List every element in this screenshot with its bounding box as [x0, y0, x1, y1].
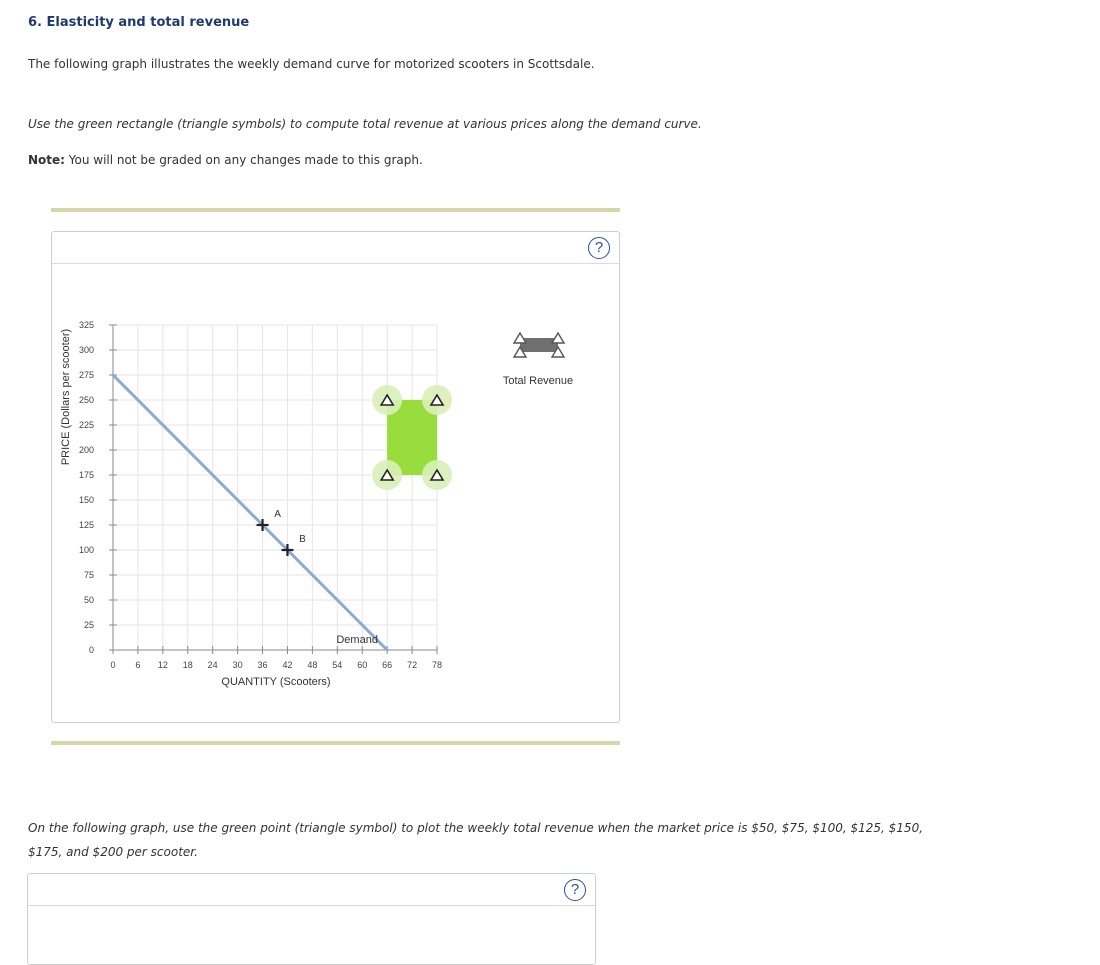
graph-instruction: Use the green rectangle (triangle symbols) to compute total revenue at various prices along the demand curve.	[28, 117, 702, 131]
y-tick-label: 50	[83, 595, 94, 605]
demand-curve-label: Demand	[336, 634, 378, 646]
x-tick-label: 12	[157, 660, 168, 670]
y-tick-label: 125	[78, 520, 94, 530]
panel-header-2	[28, 874, 595, 906]
demand-point-a	[257, 509, 282, 531]
note-text: You will not be graded on any changes made to this graph.	[64, 153, 423, 167]
x-tick-label: 24	[207, 660, 218, 670]
x-tick-label: 78	[431, 660, 443, 670]
y-tick-label: 275	[78, 370, 94, 380]
x-tick-label: 60	[357, 660, 368, 670]
demand-curve	[113, 375, 387, 650]
bottom-divider	[51, 741, 620, 745]
x-axis-label: QUANTITY (Scooters)	[221, 676, 331, 688]
y-tick-label: 25	[83, 620, 94, 630]
y-tick-label: 325	[78, 320, 94, 330]
x-tick-label: 54	[332, 660, 343, 670]
demand-point-b	[281, 534, 306, 556]
top-divider	[51, 208, 620, 212]
point-label: B	[299, 534, 306, 545]
demand-graph-panel	[51, 231, 620, 723]
x-tick-label: 6	[135, 660, 141, 670]
y-tick-label: 250	[78, 395, 94, 405]
point-label: A	[274, 509, 281, 520]
y-axis-label: PRICE (Dollars per scooter)	[60, 328, 72, 466]
second-graph-instruction: On the following graph, use the green point (triangle symbol) to plot the weekly total revenue when the market price is $50, $75, $100, $125, $150, $175, and $200 per scooter.	[28, 821, 924, 859]
demand-graph-svg	[52, 232, 619, 722]
y-tick-label: 175	[78, 470, 94, 480]
x-tick-label: 36	[257, 660, 268, 670]
y-tick-label: 225	[78, 420, 94, 430]
y-tick-label: 300	[78, 345, 94, 355]
question-intro: The following graph illustrates the weekly demand curve for motorized scooters in Scottsdale.	[28, 57, 595, 71]
x-tick-label: 30	[232, 660, 243, 670]
legend[interactable]	[503, 333, 573, 387]
legend-label: Total Revenue	[502, 375, 574, 387]
y-tick-label: 75	[83, 570, 94, 580]
y-tick-label: 0	[88, 645, 94, 655]
x-tick-label: 66	[382, 660, 393, 670]
x-tick-label: 48	[307, 660, 318, 670]
x-tick-label: 42	[282, 660, 293, 670]
question-title: 6. Elasticity and total revenue	[28, 15, 250, 30]
total-revenue-graph-panel	[27, 873, 596, 965]
help-button-2[interactable]	[564, 879, 586, 901]
legend-rectangle-swatch[interactable]	[520, 338, 558, 352]
help-icon-2: ?	[570, 881, 580, 898]
help-icon: ?	[594, 239, 604, 256]
y-tick-label: 100	[78, 545, 94, 555]
total-revenue-rectangle-tool[interactable]	[372, 385, 452, 490]
x-tick-label: 72	[407, 660, 418, 670]
y-tick-label: 200	[78, 445, 94, 455]
grading-note	[28, 153, 423, 167]
note-label: Note:	[28, 153, 65, 167]
x-tick-label: 0	[110, 660, 116, 670]
y-tick-label: 150	[78, 495, 94, 505]
x-tick-label: 18	[182, 660, 193, 670]
